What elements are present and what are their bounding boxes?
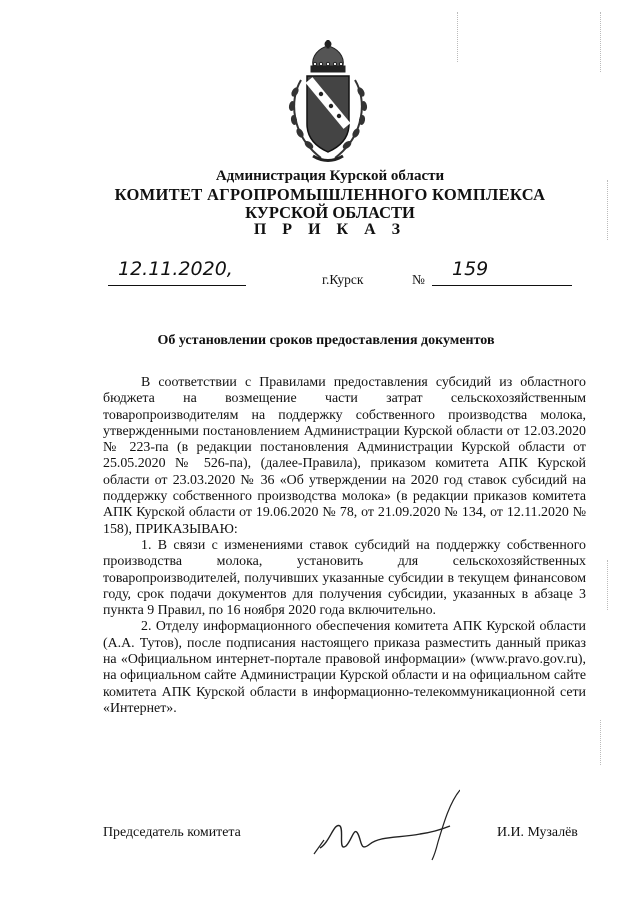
- signatory-name: И.И. Музалёв: [497, 825, 578, 840]
- document-type: П Р И К А З: [253, 221, 407, 238]
- date-underline: [108, 285, 246, 286]
- number-label: №: [412, 272, 425, 287]
- order-number: 159: [452, 258, 489, 280]
- city: г.Курск: [322, 272, 364, 287]
- committee-title-line1: КОМИТЕТ АГРОПРОМЫШЛЕННОГО КОМПЛЕКСА: [114, 185, 546, 204]
- order-body: [103, 375, 586, 717]
- preamble-paragraph: В соответствии с Правилами предоставления субсидий из областного бюджета на возмещение части затрат сельскохозяйственным товаропроизводителям на поддержку собственного производства молока, утвержденными постановлением Администрации Курской области от 12.03.2020 № 223-па (в редакции постановления Администрации Курской области от 25.05.2020 № 526-па), (далее-Правила), приказом комитета АПК Курской области от 23.03.2020 № 36 «Об утверждении на 2020 год ставок субсидий на поддержку собственного производства молока» (в редакции приказов комитета АПК Курской области от 19.06.2020 № 78, от 21.09.2020 № 134, от 12.11.2020 № 158), ПРИКАЗЫВАЮ:: [103, 375, 586, 537]
- scan-artifact: [457, 12, 458, 62]
- administration-title: Администрация Курской области: [215, 168, 445, 184]
- signatory-role: Председатель комитета: [103, 825, 241, 840]
- number-underline: [432, 285, 572, 286]
- scan-artifact: [607, 180, 608, 240]
- handwritten-signature: [310, 782, 460, 862]
- kursk-coat-of-arms-icon: [287, 40, 369, 164]
- clause-1-paragraph: 1. В связи с изменениями ставок субсидий на поддержку собственного производства молока, установить для сельскохозяйственных товаропроизводителей, получивших указанные субсидии в текущем финансовом году, срок подачи документов для получения субсидии, указанных в абзаце 3 пункта 9 Правил, по 16 ноября 2020 года включительно.: [103, 537, 586, 619]
- order-subject: Об установлении сроков предоставления документов: [157, 333, 495, 348]
- scan-artifact: [600, 12, 601, 72]
- clause-2-paragraph: 2. Отделу информационного обеспечения комитета АПК Курской области (А.А. Тутов), после подписания настоящего приказа разместить данный приказ на «Официальном интернет-портале правовой информации» (www.pravo.gov.ru), на официальном сайте Администрации Курской области и на официальном сайте комитета АПК Курской области в информационно-телекоммуникационной сети «Интернет».: [103, 619, 586, 716]
- scan-artifact: [607, 560, 608, 610]
- order-date: 12.11.2020,: [118, 258, 233, 280]
- committee-title-line2: КУРСКОЙ ОБЛАСТИ: [245, 203, 415, 222]
- scan-artifact: [600, 720, 601, 765]
